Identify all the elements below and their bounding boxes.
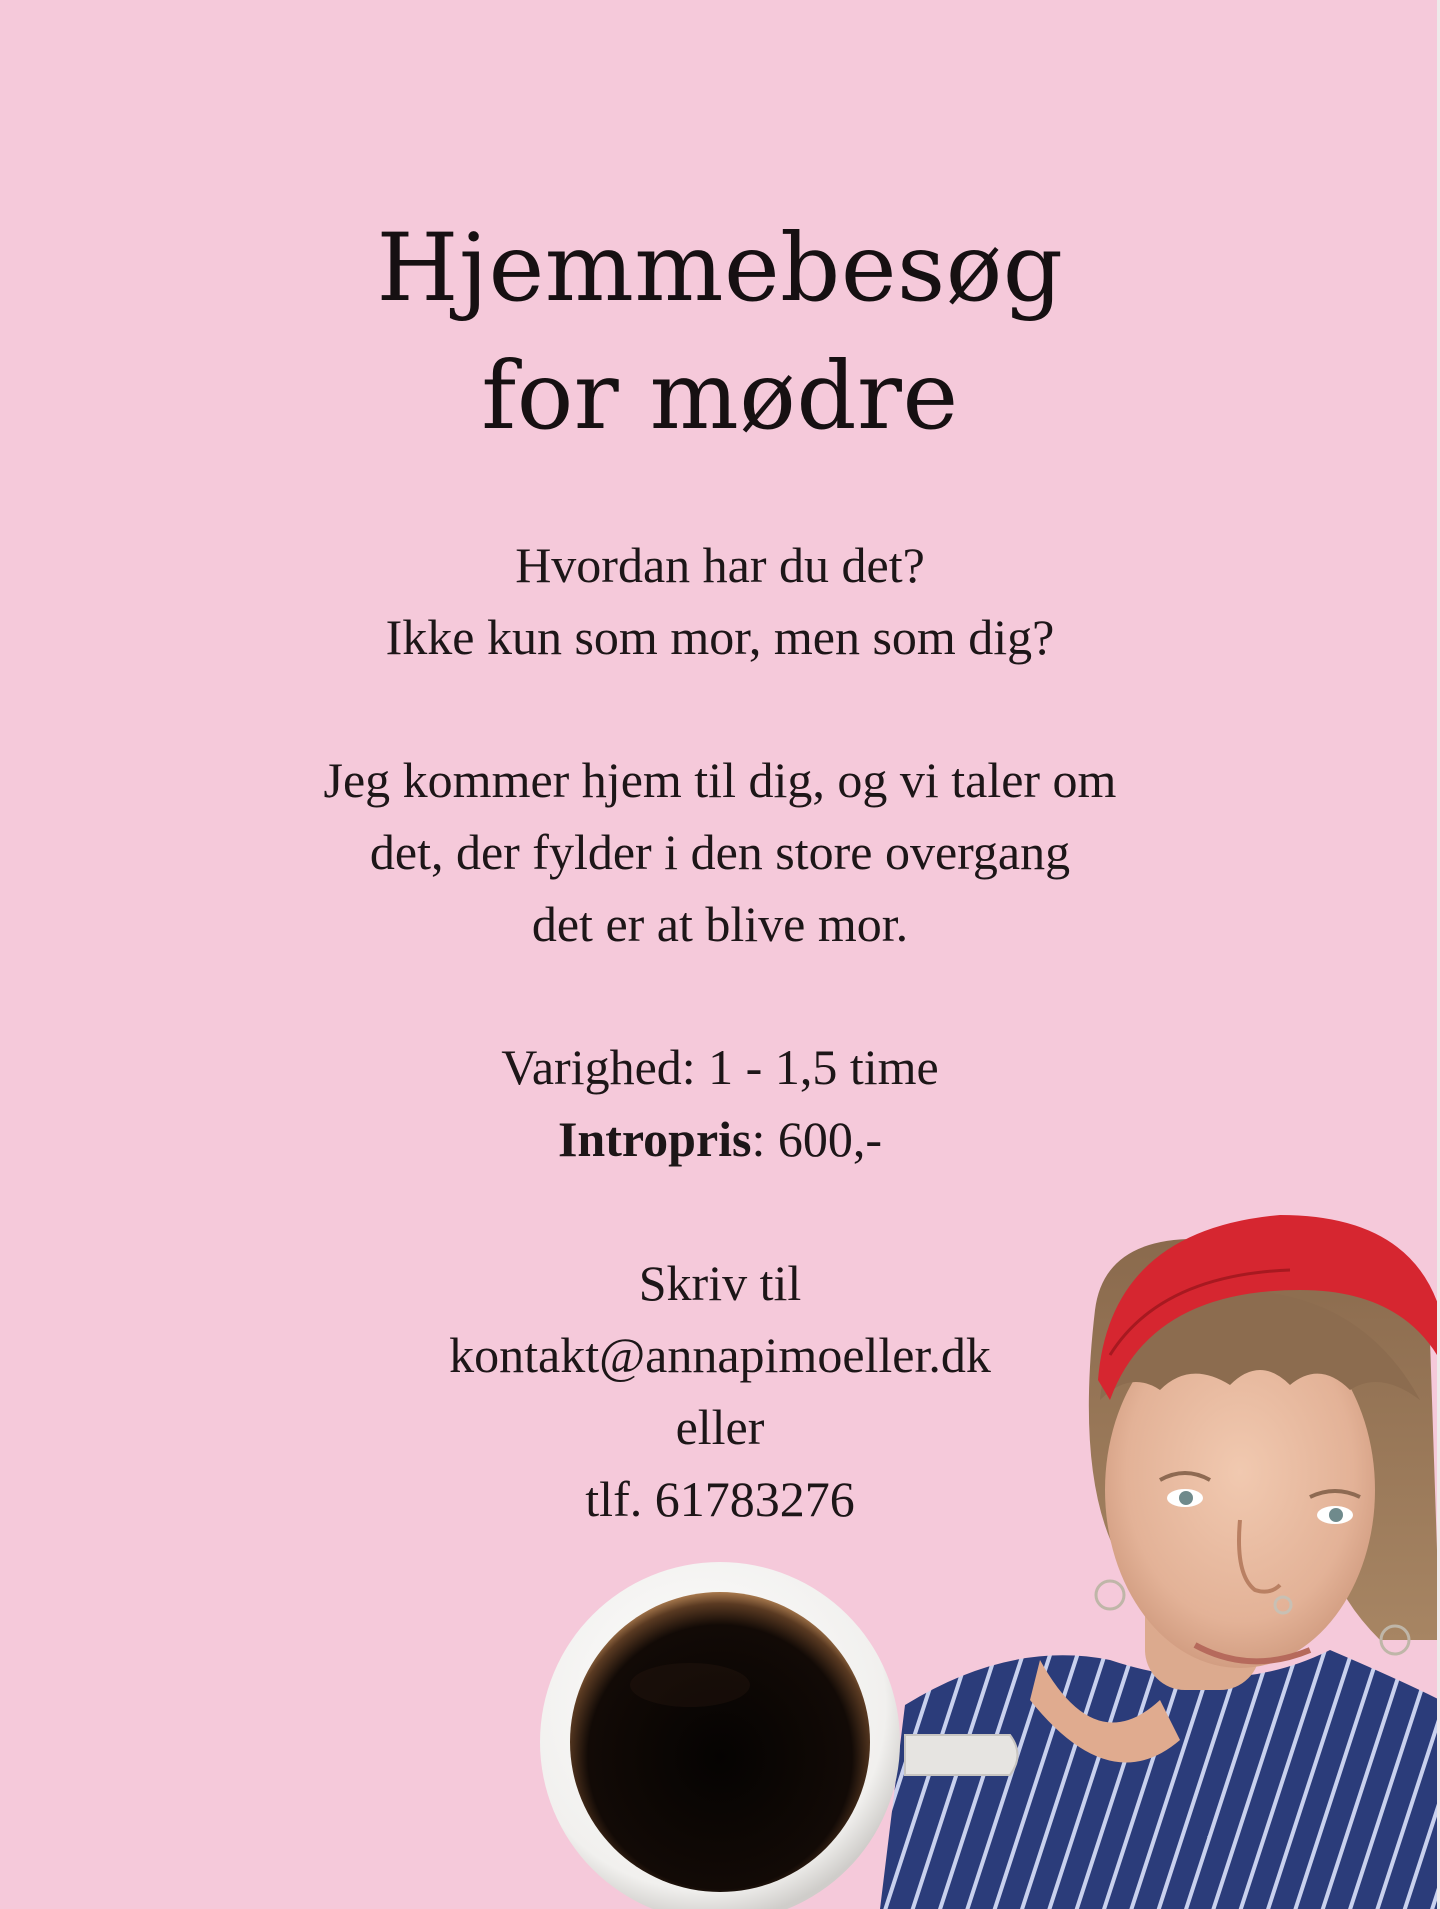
duration-text: Varighed: 1 - 1,5 time — [501, 1039, 939, 1095]
body-line-3: det er at blive mor. — [531, 896, 909, 952]
body-line-1: Jeg kommer hjem til dig, og vi taler om — [323, 752, 1117, 808]
question-line-2: Ikke kun som mor, men som dig? — [385, 609, 1055, 665]
phone-text: tlf. 61783276 — [585, 1471, 855, 1527]
email-text: kontakt@annapimoeller.dk — [449, 1327, 991, 1383]
or-text: eller — [675, 1399, 765, 1455]
contact-intro: Skriv til — [638, 1255, 802, 1311]
price-label: Intropris — [557, 1111, 752, 1167]
price-value: : 600,- — [751, 1111, 883, 1167]
price-line — [0, 1111, 1440, 1167]
body-line-2: det, der fylder i den store overgang — [369, 824, 1071, 880]
title-line-1: Hjemmebesøg — [376, 214, 1064, 323]
title-line-2: for mødre — [481, 342, 959, 451]
question-line-1: Hvordan har du det? — [515, 537, 925, 593]
